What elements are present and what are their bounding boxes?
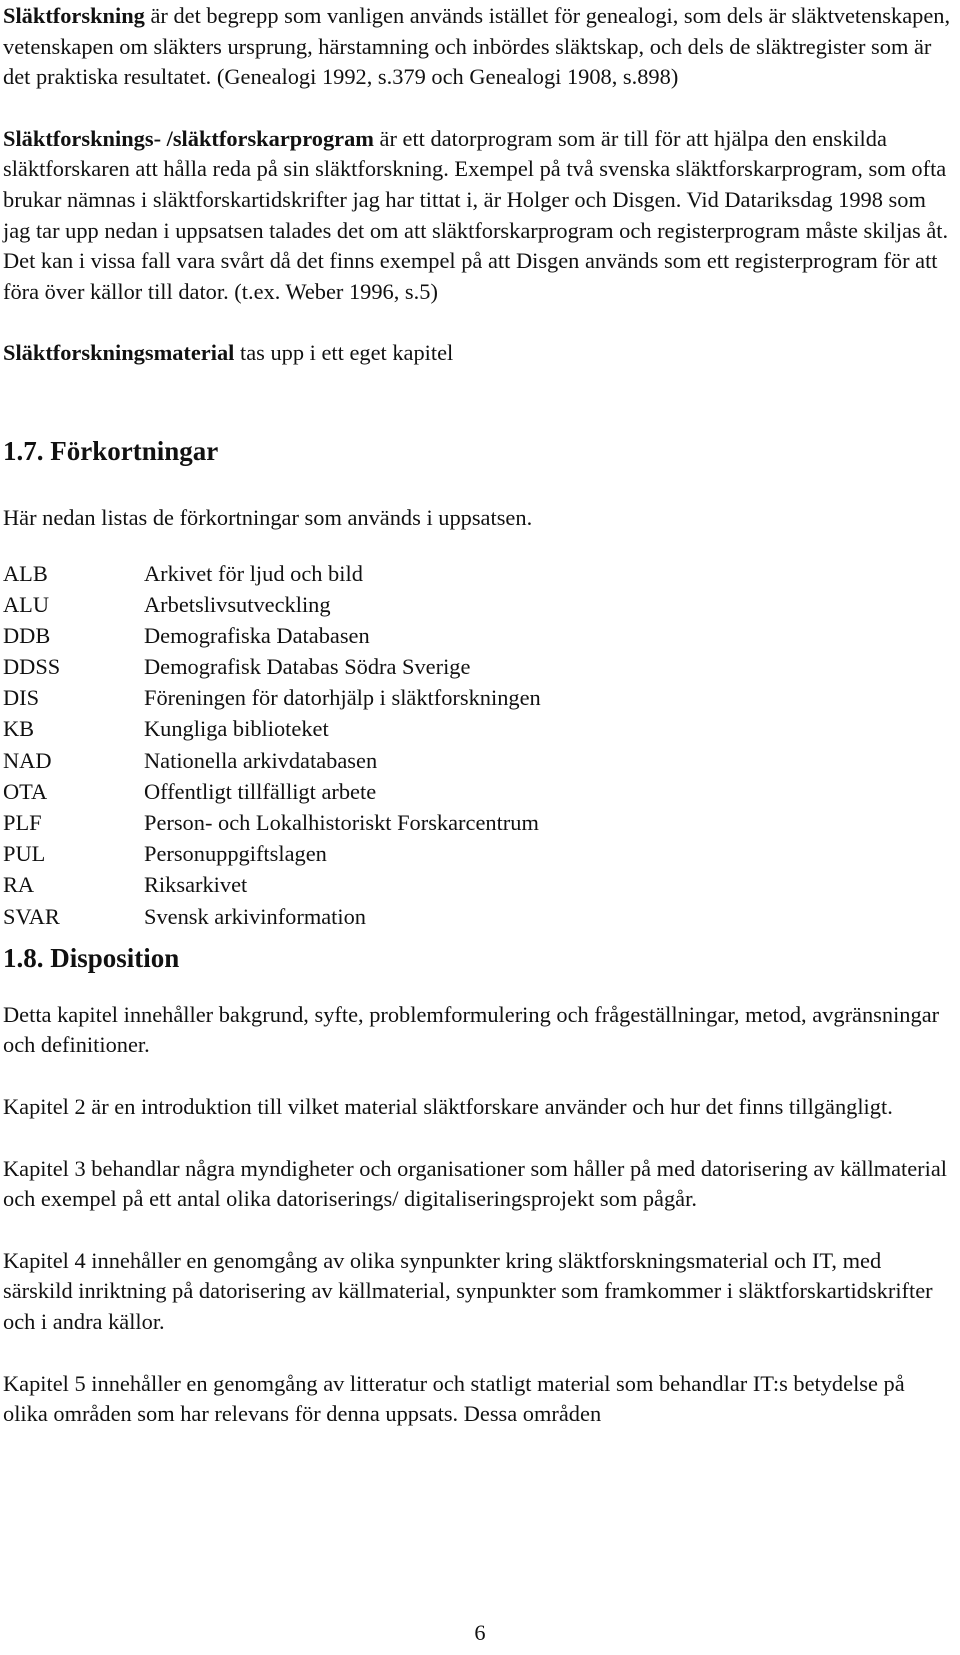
abbreviation-meaning: Riksarkivet	[144, 872, 248, 898]
heading-disposition: 1.8. Disposition	[3, 942, 180, 973]
definition-material	[3, 338, 951, 369]
abbreviation-row	[3, 589, 951, 620]
abbreviation-meaning: Svensk arkivinformation	[144, 903, 367, 929]
disposition-paragraph: Kapitel 4 innehåller en genomgång av olika synpunkter kring släktforskningsmaterial och IT, med särskild inriktning på datorisering av källmaterial, synpunkter som framkommer i släktforskartidskrifter och i andra källor.	[3, 1247, 933, 1334]
abbreviation-meaning: Kungliga biblioteket	[144, 716, 329, 742]
abbreviation-meaning: Demografiska Databasen	[144, 622, 370, 648]
abbreviation-meaning: Personuppgiftslagen	[144, 841, 327, 867]
disposition-paragraph: Detta kapitel innehåller bakgrund, syfte, problemformulering och frågeställningar, metod, avgränsningar och definitioner.	[3, 1001, 940, 1058]
definition-slaktforskning	[3, 0, 951, 93]
abbreviation-code: DIS	[3, 685, 40, 711]
abbreviation-meaning: Arkivet för ljud och bild	[144, 560, 363, 586]
disposition-paragraphs	[3, 1000, 951, 1430]
definition-text: är ett datorprogram som är till för att hjälpa den enskilda släktforskaren att hålla reda på sin släktforskning. Exempel på två svenska släktforskarprogram, som ofta brukar nämnas i släktforskartidskrifter jag har tittat i, är Holger och Disgen. Vid Datariksdag 1998 som jag tar upp nedan i uppsatsen talades det om att släktforskarprogram och registerprogram måste skiljas åt. Det kan i vissa fall vara svårt då det finns exempel på att Disgen används som ett registerprogram för att föra över källor till dator. (t.ex. Weber 1996, s.5)	[3, 125, 949, 304]
abbreviation-row	[3, 682, 951, 713]
abbreviation-meaning: Demografisk Databas Södra Sverige	[144, 654, 471, 680]
abbreviation-code: NAD	[3, 747, 52, 773]
abbreviation-code: ALU	[3, 591, 50, 617]
abbreviation-code: SVAR	[3, 903, 60, 929]
abbreviation-meaning: Arbetslivsutveckling	[144, 591, 331, 617]
definition-text: är det begrepp som vanligen används istället för genealogi, som dels är släktvetenskapen, vetenskapen om släkters ursprung, härstamning och inbördes släktskap, och dels de släktregister som är det praktiska resultatet. (Genealogi 1992, s.379 och Genealogi 1908, s.898)	[3, 3, 951, 90]
abbreviation-code: DDB	[3, 622, 51, 648]
abbreviation-code: OTA	[3, 778, 48, 804]
abbreviation-row	[3, 807, 951, 838]
abbreviation-meaning: Föreningen för datorhjälp i släktforskningen	[144, 685, 541, 711]
abbreviation-code: PLF	[3, 810, 42, 836]
disposition-paragraph: Kapitel 3 behandlar några myndigheter och organisationer som håller på med datorisering av källmaterial och exempel på ett antal olika datoriserings/ digitaliseringsprojekt som pågår.	[3, 1155, 948, 1212]
definition-text: tas upp i ett eget kapitel	[234, 340, 454, 366]
heading-abbreviations: 1.7. Förkortningar	[3, 435, 219, 466]
abbreviation-row	[3, 651, 951, 682]
abbreviation-meaning: Person- och Lokalhistoriskt Forskarcentrum	[144, 810, 539, 836]
term-slaktforskning: Släktforskning	[3, 3, 145, 28]
abbreviation-code: ALB	[3, 560, 48, 586]
disposition-paragraph: Kapitel 5 innehåller en genomgång av litteratur och statligt material som behandlar IT:s betydelse på olika områden som har relevans för denna uppsats. Dessa områden	[3, 1370, 905, 1427]
abbreviation-code: RA	[3, 872, 35, 898]
abbreviation-row	[3, 745, 951, 776]
definition-program	[3, 124, 951, 308]
abbreviation-list	[3, 558, 951, 932]
abbreviation-row	[3, 869, 951, 900]
abbreviation-row	[3, 558, 951, 589]
abbreviation-meaning: Nationella arkivdatabasen	[144, 747, 378, 773]
abbreviation-row	[3, 776, 951, 807]
term-program: Släktforsknings- /släktforskarprogram	[3, 125, 374, 151]
page-content	[3, 0, 951, 1430]
abbreviation-row	[3, 713, 951, 744]
abbreviations-intro: Här nedan listas de förkortningar som används i uppsatsen.	[3, 504, 533, 530]
abbreviation-code: DDSS	[3, 654, 61, 680]
abbreviation-row	[3, 620, 951, 651]
page-number: 6	[474, 1620, 486, 1645]
term-material: Släktforskningsmaterial	[3, 340, 235, 366]
abbreviation-code: PUL	[3, 841, 46, 867]
abbreviation-meaning: Offentligt tillfälligt arbete	[144, 778, 377, 804]
abbreviation-row	[3, 838, 951, 869]
abbreviation-row	[3, 901, 951, 932]
abbreviation-code: KB	[3, 716, 35, 742]
disposition-paragraph: Kapitel 2 är en introduktion till vilket material släktforskare använder och hur det finns tillgängligt.	[3, 1093, 893, 1119]
